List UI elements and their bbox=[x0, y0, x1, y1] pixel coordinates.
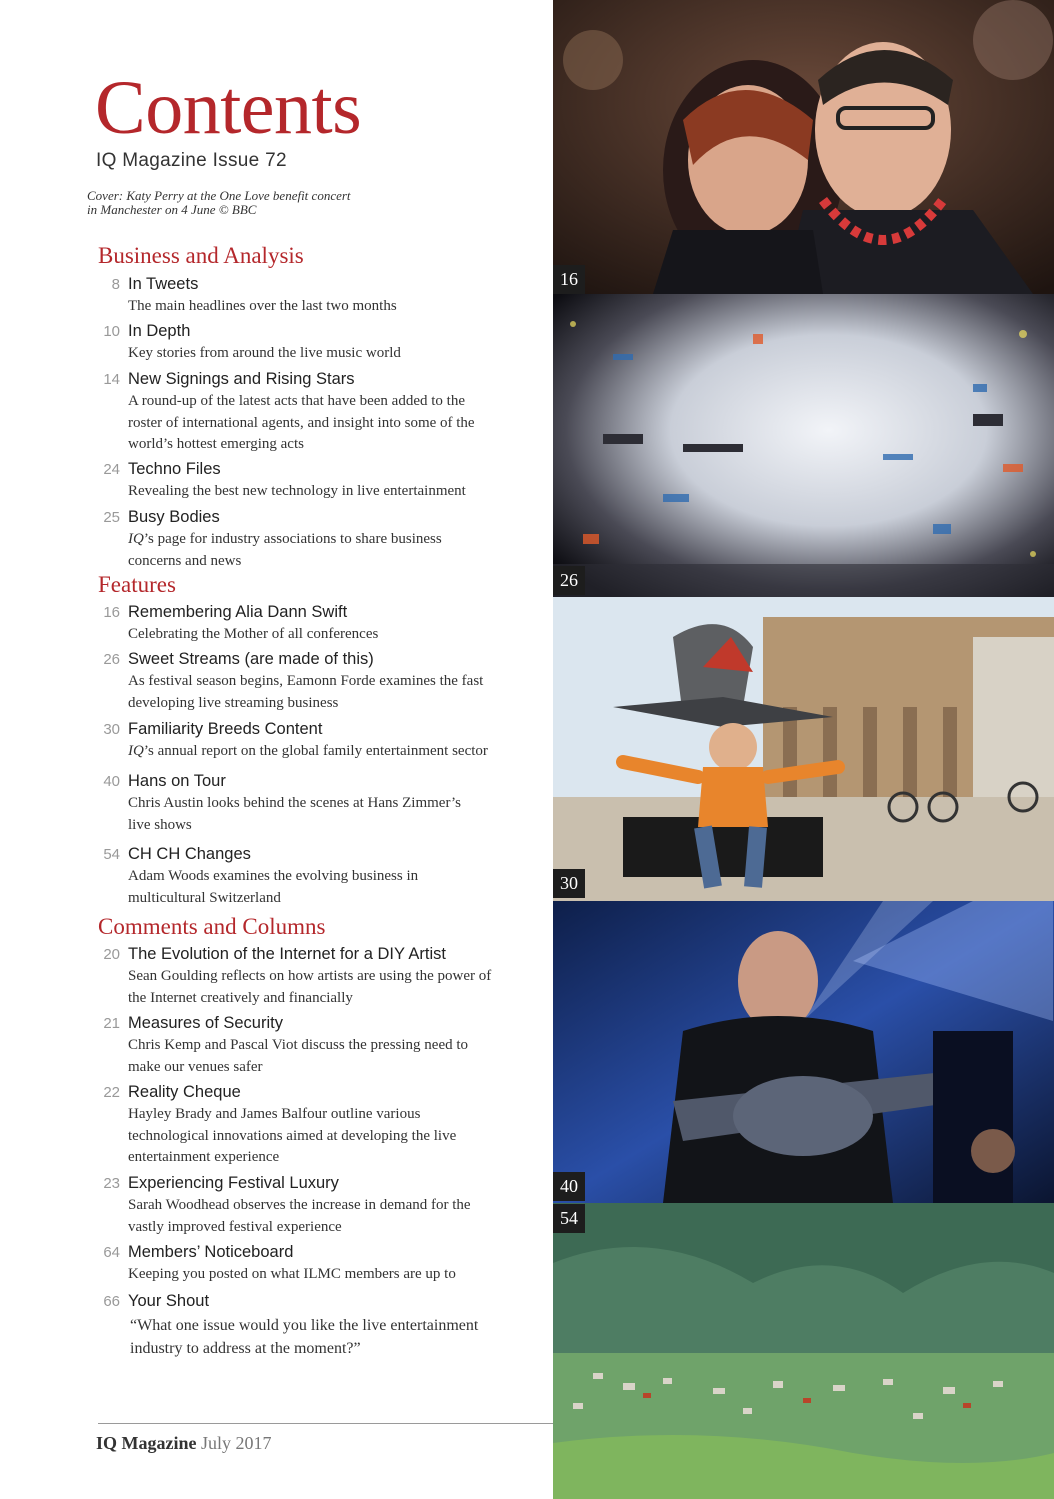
page-number: 23 bbox=[103, 1175, 120, 1192]
footer-date: July 2017 bbox=[201, 1433, 272, 1453]
desc-line: A round-up of the latest acts that have been added to the bbox=[128, 393, 465, 409]
entry-title: In Tweets bbox=[128, 275, 199, 293]
page-number: 22 bbox=[103, 1084, 120, 1101]
entry-description bbox=[128, 296, 533, 318]
desc-line: Celebrating the Mother of all conferences bbox=[128, 626, 379, 642]
page-number: 25 bbox=[103, 509, 120, 526]
entry-title: In Depth bbox=[128, 322, 191, 340]
entry-title: New Signings and Rising Stars bbox=[128, 370, 355, 388]
desc-line: industry to address at the moment?” bbox=[130, 1340, 361, 1357]
photo-page-label: 54 bbox=[553, 1204, 585, 1233]
page-number: 64 bbox=[103, 1244, 120, 1261]
entry-description bbox=[128, 793, 533, 836]
entry-description bbox=[128, 391, 533, 456]
desc-line bbox=[128, 741, 533, 763]
desc-line: make our venues safer bbox=[128, 1058, 263, 1075]
desc-line: technological innovations aimed at developing the live bbox=[128, 1127, 457, 1144]
entry-title: Hans on Tour bbox=[128, 772, 226, 790]
desc-line: As festival season begins, Eamonn Forde examines the fast bbox=[128, 673, 484, 689]
page-number: 54 bbox=[103, 846, 120, 863]
photo-streaming-tunnel-image bbox=[553, 294, 1054, 597]
desc-line: The main headlines over the last two months bbox=[128, 298, 397, 314]
page-number: 24 bbox=[103, 461, 120, 478]
entry-title: Your Shout bbox=[128, 1292, 210, 1310]
entry-title: Members’ Noticeboard bbox=[128, 1243, 294, 1261]
entry-description bbox=[128, 624, 533, 646]
photo-page-label: 26 bbox=[553, 566, 585, 595]
footer-magazine-name: IQ Magazine bbox=[96, 1433, 197, 1453]
page-number: 14 bbox=[103, 371, 120, 388]
page-number: 40 bbox=[103, 773, 120, 790]
photo-page-label: 30 bbox=[553, 869, 585, 898]
entry-description bbox=[128, 1104, 533, 1169]
entry-title: Techno Files bbox=[128, 460, 221, 478]
page-number: 10 bbox=[103, 323, 120, 340]
entry-description bbox=[128, 966, 533, 1009]
entry-title: Familiarity Breeds Content bbox=[128, 720, 323, 738]
entry-description bbox=[128, 343, 533, 365]
desc-text: ’s page for industry associations to share business bbox=[143, 531, 442, 547]
photo-guitarist-image bbox=[553, 901, 1054, 1203]
entry-description bbox=[128, 671, 533, 714]
photo-child-dinosaur[interactable] bbox=[553, 597, 1054, 901]
cover-caption bbox=[87, 189, 417, 217]
desc-line: entertainment experience bbox=[128, 1149, 280, 1165]
entry-title: Sweet Streams (are made of this) bbox=[128, 650, 374, 668]
issue-label: IQ Magazine Issue 72 bbox=[96, 150, 287, 171]
desc-line: the Internet creatively and financially bbox=[128, 989, 353, 1006]
entry-title: Busy Bodies bbox=[128, 508, 220, 526]
entry-title: The Evolution of the Internet for a DIY Artist bbox=[128, 945, 446, 963]
photo-swiss-valley-image bbox=[553, 1203, 1054, 1499]
entry-title: CH CH Changes bbox=[128, 845, 251, 863]
desc-line: developing live streaming business bbox=[128, 694, 339, 711]
photo-couple-portrait-image bbox=[553, 0, 1054, 294]
desc-text: ’s annual report on the global family entertainment sector bbox=[143, 743, 488, 759]
page-number: 66 bbox=[103, 1293, 120, 1310]
entry-title: Reality Cheque bbox=[128, 1083, 241, 1101]
desc-line: Hayley Brady and James Balfour outline various bbox=[128, 1106, 421, 1122]
page-number: 16 bbox=[103, 604, 120, 621]
photo-page-label: 40 bbox=[553, 1172, 585, 1201]
desc-line: Chris Austin looks behind the scenes at Hans Zimmer’s bbox=[128, 795, 462, 811]
page-footer bbox=[96, 1433, 272, 1454]
desc-line: Adam Woods examines the evolving business in bbox=[128, 868, 419, 884]
entry-description bbox=[128, 866, 533, 909]
desc-line: Keeping you posted on what ILMC members are up to bbox=[128, 1266, 456, 1282]
page-number: 21 bbox=[103, 1015, 120, 1032]
entry-description bbox=[130, 1314, 535, 1360]
section-heading: Features bbox=[98, 572, 176, 597]
entry-description bbox=[128, 481, 533, 503]
entry-title: Measures of Security bbox=[128, 1014, 283, 1032]
desc-line: Sarah Woodhead observes the increase in demand for the bbox=[128, 1197, 471, 1213]
photo-streaming-tunnel[interactable] bbox=[553, 294, 1054, 597]
entry-description bbox=[128, 741, 533, 763]
page-number: 20 bbox=[103, 946, 120, 963]
photo-swiss-valley[interactable] bbox=[553, 1203, 1054, 1499]
cover-caption-line: Cover: Katy Perry at the One Love benefit concert bbox=[87, 188, 351, 203]
entry-description bbox=[128, 1264, 533, 1286]
italic-prefix: IQ bbox=[128, 531, 144, 547]
entry-title: Remembering Alia Dann Swift bbox=[128, 603, 348, 621]
footer-divider bbox=[98, 1423, 553, 1424]
cover-caption-line: in Manchester on 4 June © BBC bbox=[87, 202, 257, 217]
entry-title: Experiencing Festival Luxury bbox=[128, 1174, 339, 1192]
photo-guitarist[interactable] bbox=[553, 901, 1054, 1203]
desc-line: multicultural Switzerland bbox=[128, 889, 281, 906]
desc-line bbox=[128, 529, 533, 551]
photo-couple-portrait[interactable] bbox=[553, 0, 1054, 294]
desc-line: live shows bbox=[128, 816, 192, 833]
entry-description bbox=[128, 1195, 533, 1238]
photo-child-dinosaur-image bbox=[553, 597, 1054, 901]
italic-prefix: IQ bbox=[128, 743, 144, 759]
desc-line: roster of international agents, and insight into some of the bbox=[128, 414, 475, 431]
desc-line: Sean Goulding reflects on how artists are using the power of bbox=[128, 968, 492, 984]
section-heading: Business and Analysis bbox=[98, 243, 304, 268]
page-number: 8 bbox=[111, 276, 120, 293]
page-number: 30 bbox=[103, 721, 120, 738]
desc-line: Revealing the best new technology in live entertainment bbox=[128, 483, 466, 499]
desc-line: concerns and news bbox=[128, 552, 242, 569]
desc-line: Chris Kemp and Pascal Viot discuss the pressing need to bbox=[128, 1037, 469, 1053]
section-heading: Comments and Columns bbox=[98, 914, 326, 939]
entry-description bbox=[128, 529, 533, 572]
page-title: Contents bbox=[95, 66, 362, 150]
page-number: 26 bbox=[103, 651, 120, 668]
desc-line: “What one issue would you like the live entertainment bbox=[130, 1317, 479, 1334]
entry-description bbox=[128, 1035, 533, 1078]
desc-line: vastly improved festival experience bbox=[128, 1218, 342, 1235]
photo-page-label: 16 bbox=[553, 265, 585, 294]
desc-line: Key stories from around the live music world bbox=[128, 345, 401, 361]
desc-line: world’s hottest emerging acts bbox=[128, 436, 304, 452]
